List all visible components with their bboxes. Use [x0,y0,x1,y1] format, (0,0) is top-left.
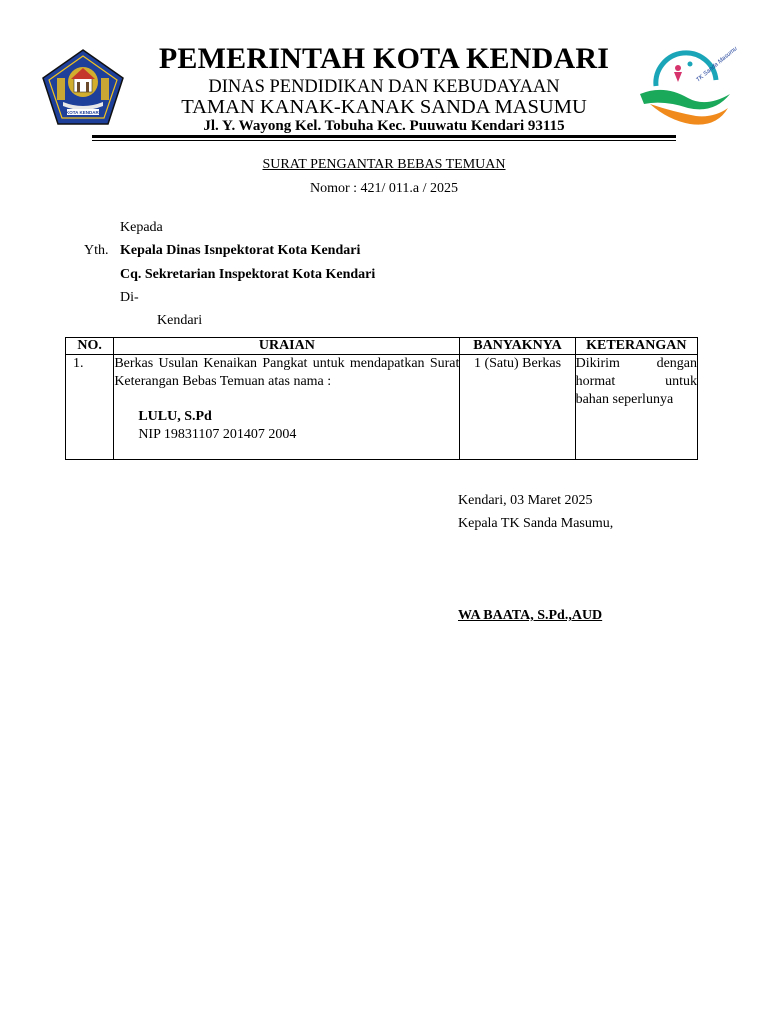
col-header-keterangan: KETERANGAN [575,338,697,355]
addressee-recipient-1: Kepala Dinas Isnpektorat Kota Kendari [120,243,361,258]
table-header-row [66,338,698,355]
svg-text:KOTA KENDARI: KOTA KENDARI [66,110,100,115]
keterangan-line-2: hormat untuk [575,374,697,389]
cell-banyaknya: 1 (Satu) Berkas [460,355,575,460]
letterhead-rule-thick [92,135,676,138]
addressee-yth: Yth. [84,243,109,258]
uraian-line-2: Keterangan Bebas Temuan atas nama : [114,374,332,389]
col-header-uraian: URAIAN [114,338,460,355]
items-table [65,337,698,460]
letterhead-department: DINAS PENDIDIKAN DAN KEBUDAYAAN [208,77,560,97]
signature-name: WA BAATA, S.Pd.,AUD [458,608,603,623]
letterhead-address: Jl. Y. Wayong Kel. Tobuha Kec. Puuwatu Kendari 93115 [203,118,565,134]
keterangan-line-1: Dikirim dengan [575,356,697,371]
addressee-kepada: Kepada [120,220,163,235]
col-header-banyaknya: BANYAKNYA [460,338,575,355]
svg-text:TK Sanda Masumu: TK Sanda Masumu [695,45,739,84]
cell-keterangan [575,355,697,460]
letterhead-government: PEMERINTAH KOTA KENDARI [158,42,610,75]
addressee-recipient-2: Cq. Sekretarian Inspektorat Kota Kendari [120,267,376,282]
letterhead-school: TAMAN KANAK-KANAK SANDA MASUMU [181,96,587,118]
cell-uraian [114,355,460,460]
table-row [66,355,698,460]
signature-position: Kepala TK Sanda Masumu, [458,516,614,531]
signature-place-date: Kendari, 03 Maret 2025 [458,493,593,508]
addressee-di: Di- [120,290,139,305]
uraian-line-1: Berkas Usulan Kenaikan Pangkat untuk mendapatkan Surat [114,356,460,371]
cell-no: 1. [66,355,114,460]
col-header-no: NO. [66,338,114,355]
keterangan-line-3: bahan seperlunya [575,392,674,407]
employee-name: LULU, S.Pd [138,409,212,424]
letter-number: Nomor : 421/ 011.a / 2025 [309,181,459,196]
letterhead-rule-thin [92,140,676,141]
letter-title: SURAT PENGANTAR BEBAS TEMUAN [262,157,506,172]
employee-nip: NIP 19831107 201407 2004 [138,427,297,442]
addressee-city: Kendari [157,313,203,328]
